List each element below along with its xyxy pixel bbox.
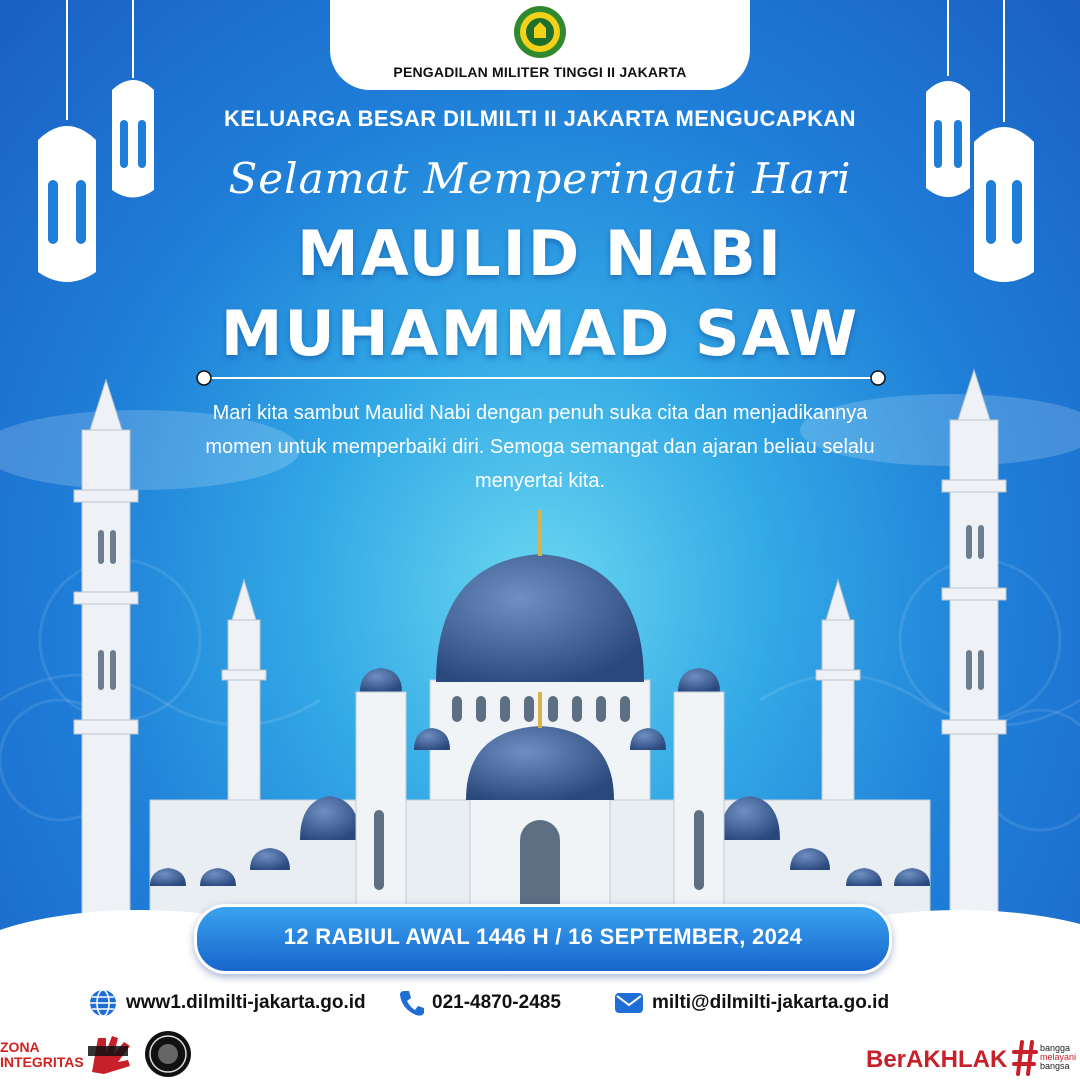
hashtag-icon: [1012, 1038, 1038, 1078]
date-text: 12 RABIUL AWAL 1446 H / 16 SEPTEMBER, 2024: [283, 924, 803, 949]
tagline: [1040, 1044, 1080, 1071]
phone-text[interactable]: 021-4870-2485: [432, 992, 561, 1013]
berakhlak-logo: BerAKHLAK: [866, 1046, 1008, 1073]
greeting-text: KELUARGA BESAR DILMILTI II JAKARTA MENGUCAPKAN: [224, 106, 856, 131]
globe-icon: [88, 988, 118, 1018]
zona-line-2: INTEGRITAS: [0, 1054, 84, 1070]
institution-seal-icon: [144, 1030, 192, 1078]
tagline-1: bangga: [1040, 1043, 1071, 1053]
greeting-message: Mari kita sambut Maulid Nabi dengan penuh suka cita dan menjadikannya momen untuk memperbaiki diri. Semoga semangat dan ajaran beliau selalu menyertai kita.: [205, 402, 875, 492]
phone-icon: [398, 989, 424, 1017]
court-name: PENGADILAN MILITER TINGGI II JAKARTA: [393, 64, 687, 80]
title-line-2: MUHAMMAD SAW: [220, 297, 860, 370]
email-text[interactable]: milti@dilmilti-jakarta.go.id: [652, 992, 890, 1013]
website-contact[interactable]: [88, 988, 366, 1018]
tagline-3: bangsa: [1040, 1061, 1070, 1071]
title-line-1: MAULID NABI: [297, 217, 783, 290]
script-heading: Selamat Memperingati Hari: [228, 154, 852, 203]
website-text[interactable]: www1.dilmilti-jakarta.go.id: [126, 992, 366, 1013]
phone-contact[interactable]: [398, 988, 561, 1018]
zona-line-1: ZONA: [0, 1039, 40, 1055]
tagline-2: melayani: [1040, 1052, 1077, 1062]
mail-icon: [614, 991, 644, 1015]
anti-corruption-logo-icon: [84, 1032, 140, 1076]
email-contact[interactable]: [614, 988, 889, 1018]
